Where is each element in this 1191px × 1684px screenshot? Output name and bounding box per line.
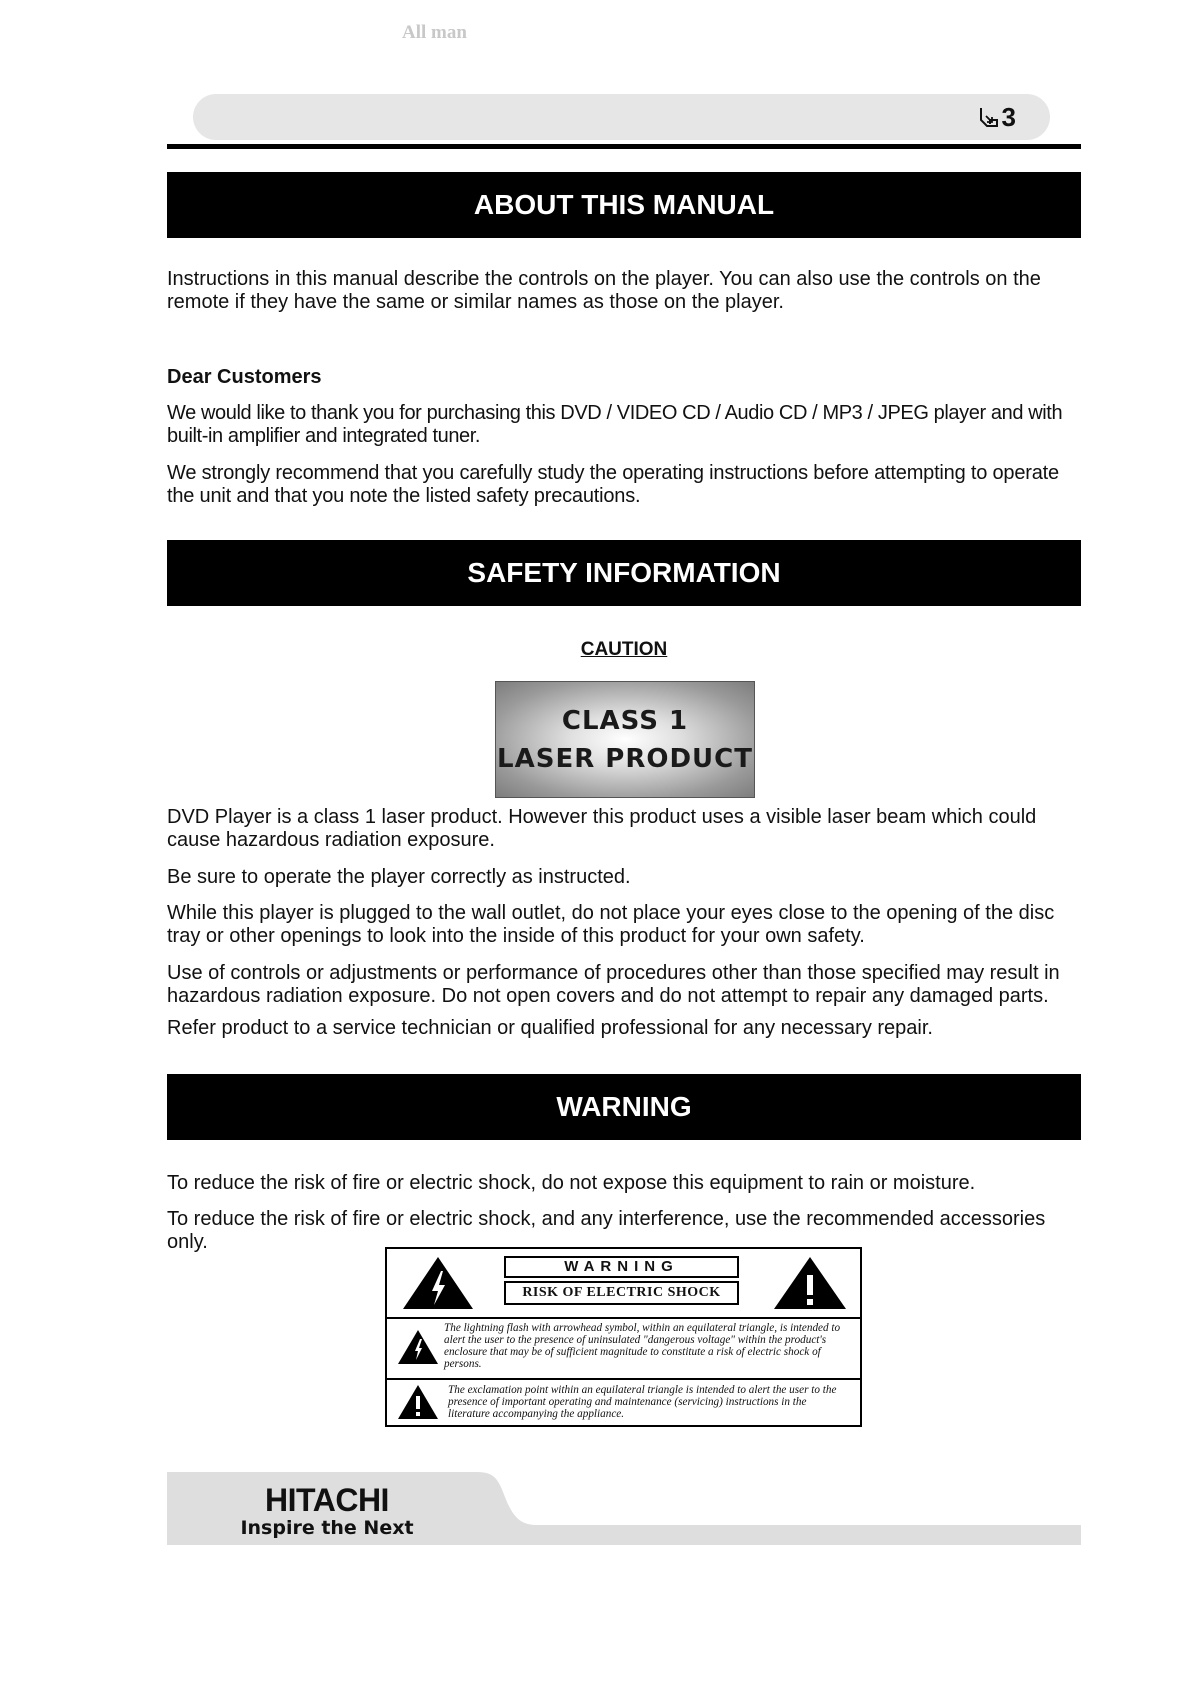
about-intro: Instructions in this manual describe the controls on the player. You can also use the controls on the remote if they have the same or similar names as those on the player. xyxy=(167,268,1041,313)
watermark: All man xyxy=(402,22,467,43)
laser-line-1: CLASS 1 xyxy=(561,705,689,736)
page-number xyxy=(978,102,1016,133)
safety-p4: Use of controls or adjustments or performance of procedures other than those specified may result in hazardous radiation exposure. Do not open covers and do not attempt to repair any damaged parts. xyxy=(167,962,1060,1007)
greeting: Dear Customers xyxy=(167,366,322,388)
exclamation-triangle-icon xyxy=(772,1255,848,1311)
page-number-text: 3 xyxy=(1001,102,1016,132)
warning-word: WARNING xyxy=(504,1256,739,1278)
safety-banner: SAFETY INFORMATION xyxy=(167,540,1081,606)
about-banner: ABOUT THIS MANUAL xyxy=(167,172,1081,238)
header-rule xyxy=(167,144,1081,149)
lightning-text: The lightning flash with arrowhead symbol, within an equilateral triangle, is intended to alert the user to the presence of uninsulated "dangerous voltage" within the product's enclosure that may be of sufficient magnitude to constitute a risk of electric shock of persons. xyxy=(444,1322,841,1370)
warning-banner: WARNING xyxy=(167,1074,1081,1140)
warning-label-top xyxy=(387,1249,860,1319)
exclamation-text: The exclamation point within an equilateral triangle is intended to alert the user to the presence of important operating and maintenance (servicing) instructions in the literature accompanying the appliance. xyxy=(448,1384,837,1420)
warning-p2: To reduce the risk of fire or electric shock, and any interference, use the recommended accessories only. xyxy=(167,1208,1046,1253)
electric-shock-warning-label xyxy=(385,1247,862,1427)
safety-p5: Refer product to a service technician or qualified professional for any necessary repair. xyxy=(167,1017,933,1039)
safety-p2: Be sure to operate the player correctly as instructed. xyxy=(167,866,631,888)
safety-p3: While this player is plugged to the wall outlet, do not place your eyes close to the opening of the disc tray or other openings to look into the inside of this product for your own safety. xyxy=(167,902,1055,947)
laser-class-label xyxy=(495,681,755,798)
recommend-paragraph: We strongly recommend that you carefully study the operating instructions before attempting to operate the unit and that you note the listed safety precautions. xyxy=(167,462,1059,507)
hitachi-logo xyxy=(167,1483,487,1539)
exclamation-explanation-row xyxy=(387,1378,860,1427)
brand-name: HITACHI xyxy=(265,1482,389,1518)
page-header-bar xyxy=(193,94,1050,140)
exclamation-small-icon xyxy=(397,1384,439,1420)
lightning-triangle-icon xyxy=(401,1255,475,1311)
caution-heading: CAUTION xyxy=(580,639,668,660)
risk-of-electric-shock: RISK OF ELECTRIC SHOCK xyxy=(504,1281,739,1305)
warning-p1: To reduce the risk of fire or electric shock, do not expose this equipment to rain or moisture. xyxy=(167,1172,976,1194)
brand-tagline: Inspire the Next xyxy=(240,1517,414,1539)
safety-p1: DVD Player is a class 1 laser product. However this product uses a visible laser beam which could cause hazardous radiation exposure. xyxy=(167,806,1037,851)
lightning-small-icon xyxy=(397,1329,439,1365)
thanks-paragraph: We would like to thank you for purchasing this DVD / VIDEO CD / Audio CD / MP3 / JPEG player and with built-in amplifier and integrated tuner. xyxy=(167,402,1063,447)
lightning-explanation-row xyxy=(387,1317,860,1380)
laser-line-2: LASER PRODUCT xyxy=(497,743,753,774)
pointer-hand-icon xyxy=(978,106,1000,130)
